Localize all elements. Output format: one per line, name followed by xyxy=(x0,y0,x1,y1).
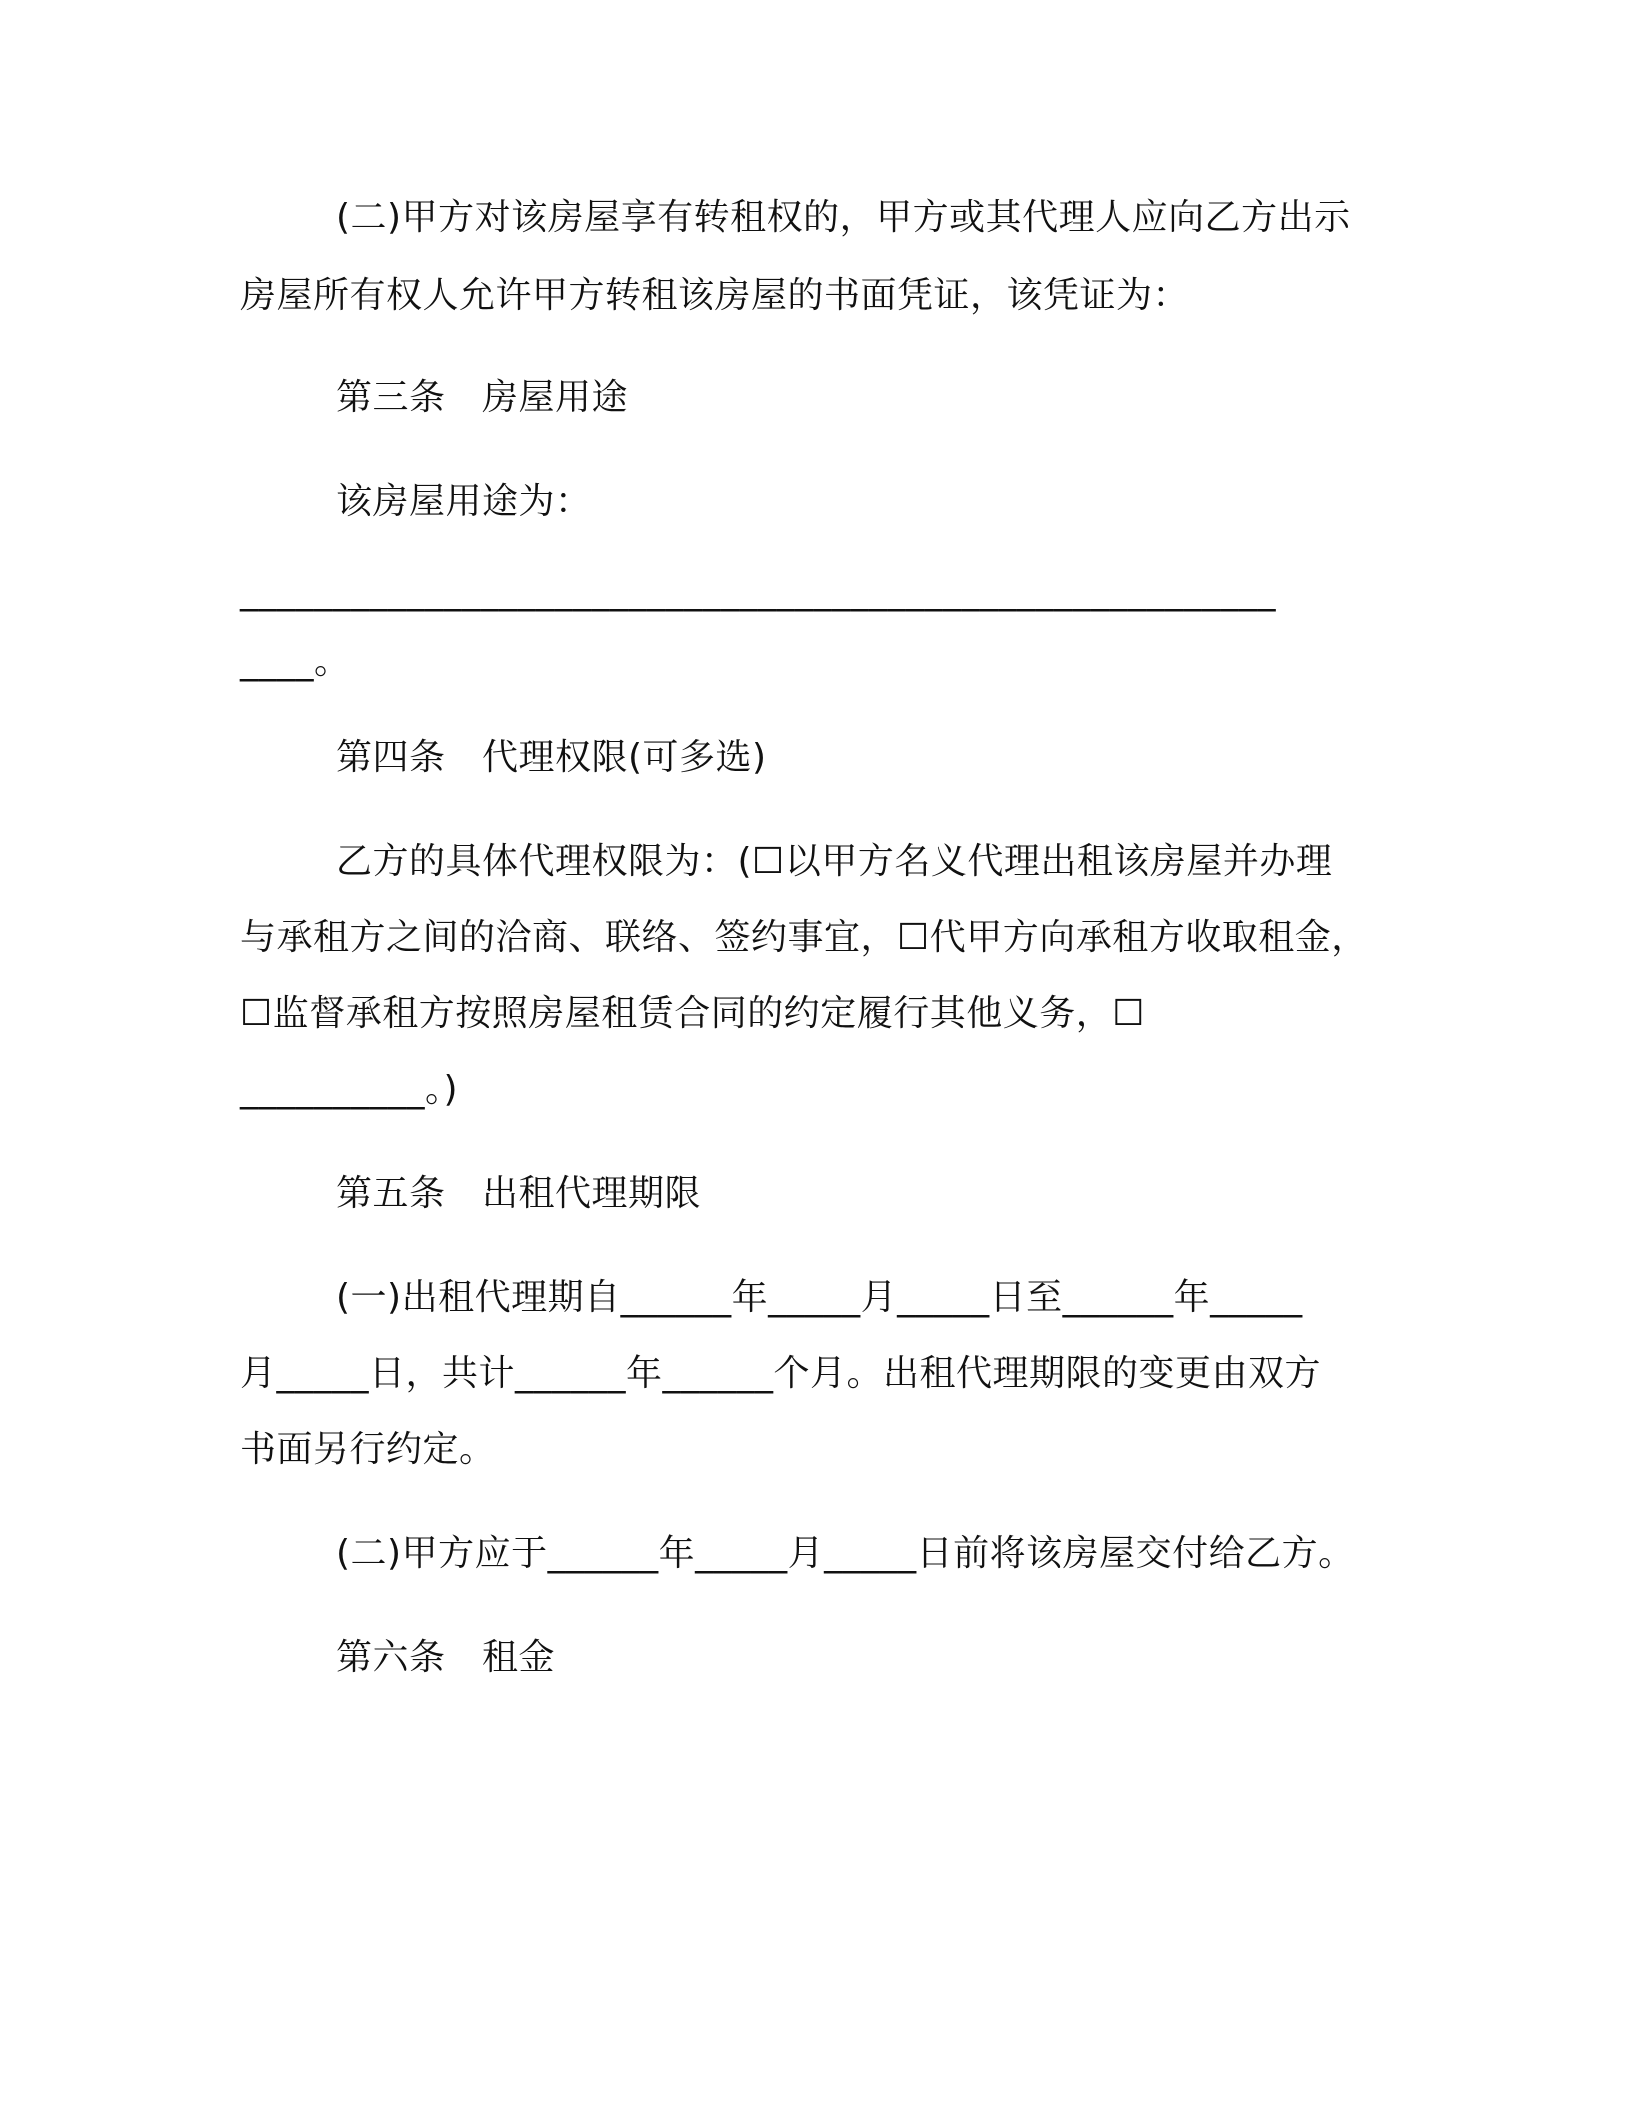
agency-term-line-1: (一)出租代理期自______年_____月_____日至______年_____ xyxy=(336,1277,1303,1318)
agency-authority-line-4: __________。) xyxy=(240,1069,459,1110)
agency-term-line-2: 月_____日，共计______年______个月。出租代理期限的变更由双方 xyxy=(240,1353,1322,1394)
paragraph-sublet-proof-line-1: (二)甲方对该房屋享有转租权的，甲方或其代理人应向乙方出示 xyxy=(336,197,1351,238)
article-5-heading: 第五条 出租代理期限 xyxy=(336,1173,702,1214)
article-3-heading: 第三条 房屋用途 xyxy=(336,377,629,418)
article-6-heading: 第六条 租金 xyxy=(336,1637,556,1678)
agency-authority-line-2: 与承租方之间的洽商、联络、签约事宜，☐代甲方向承租方收取租金， xyxy=(240,917,1368,958)
house-use-blank-line-2: ____。 xyxy=(240,641,351,682)
house-use-label: 该房屋用途为： xyxy=(336,481,592,522)
agency-authority-line-3: ☐监督承租方按照房屋租赁合同的约定履行其他义务，☐ xyxy=(240,993,1146,1034)
agency-term-line-3: 书面另行约定。 xyxy=(240,1429,496,1470)
house-use-blank-line-1: ________________________________________________________ xyxy=(240,571,1276,612)
article-4-heading: 第四条 代理权限(可多选) xyxy=(336,737,767,778)
paragraph-sublet-proof-line-2: 房屋所有权人允许甲方转租该房屋的书面凭证，该凭证为： xyxy=(240,275,1190,316)
delivery-date-line: (二)甲方应于______年_____月_____日前将该房屋交付给乙方。 xyxy=(336,1533,1355,1574)
agency-authority-line-1: 乙方的具体代理权限为：(☐以甲方名义代理出租该房屋并办理 xyxy=(336,841,1333,882)
